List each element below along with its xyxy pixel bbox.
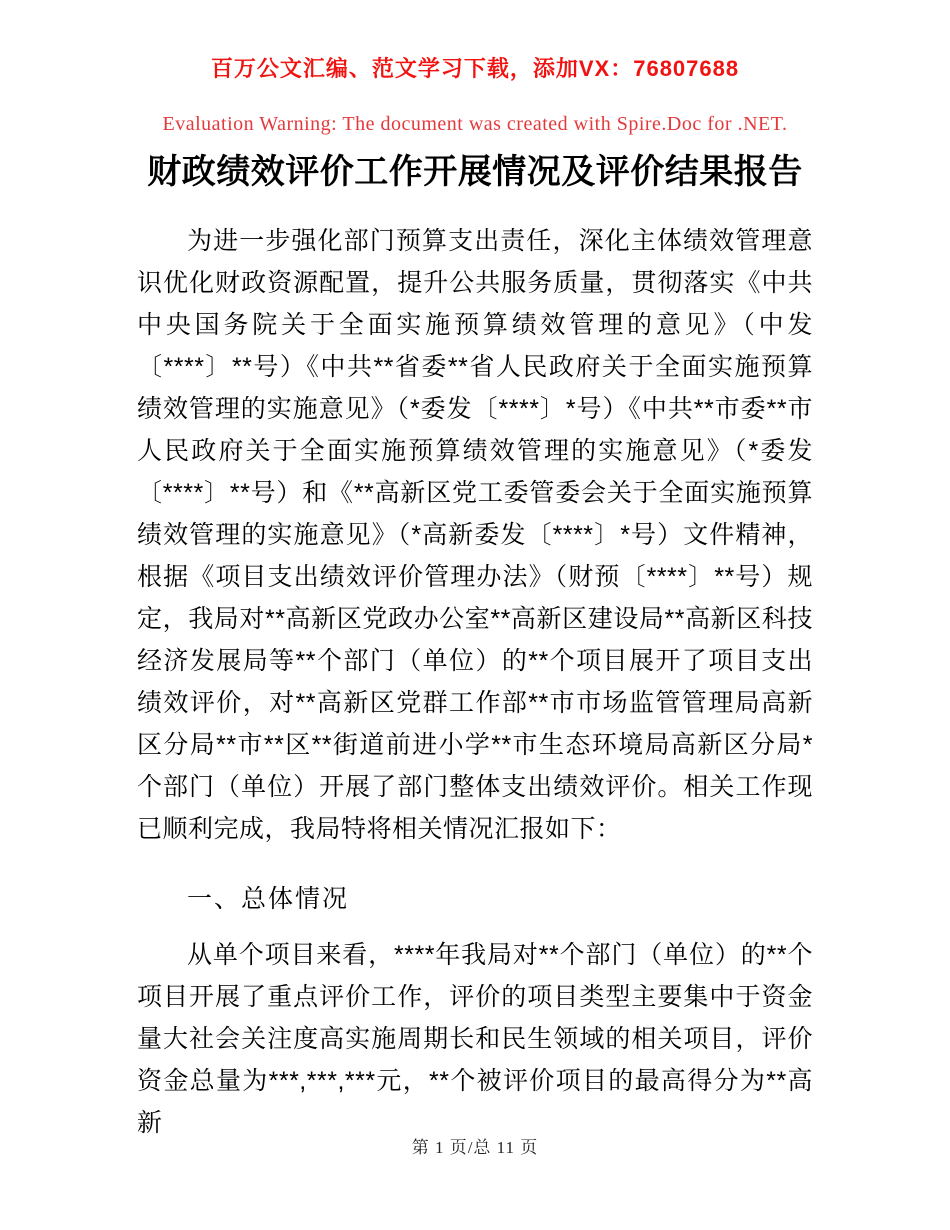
paragraph-overall-situation: 从单个项目来看，****年我局对**个部门（单位）的**个项目开展了重点评价工作，评价的项目类型主要集中于资金量大社会关注度高实施周期长和民生领域的相关项目，评价资金总量为***,***,***元，**个被评价项目的最高得分为**高新 xyxy=(137,941,813,1137)
evaluation-warning-text: Evaluation Warning: The document was created with Spire.Doc for .NET. xyxy=(162,113,788,135)
page-footer xyxy=(0,1133,950,1158)
section-heading-overall-situation: 一、总体情况 xyxy=(187,885,350,913)
document-title: 财政绩效评价工作开展情况及评价结果报告 xyxy=(147,153,803,191)
page-number-indicator: 第 1 页/总 11 页 xyxy=(411,1138,539,1157)
promo-header-text: 百万公文汇编、范文学习下载，添加VX：76807688 xyxy=(210,56,740,81)
paragraph-intro: 为进一步强化部门预算支出责任，深化主体绩效管理意识优化财政资源配置，提升公共服务质量，贯彻落实《中共中央国务院关于全面实施预算绩效管理的意见》（中发〔****〕**号）《中共**省委**省人民政府关于全面实施预算绩效管理的实施意见》（*委发〔****〕*号）《中共**市委**市人民政府关于全面实施预算绩效管理的实施意见》（*委发〔****〕**号）和《**高新区党工委管委会关于全面实施预算绩效管理的实施意见》（*高新委发〔****〕*号）文件精神，根据《项目支出绩效评价管理办法》（财预〔****〕**号）规定，我局对**高新区党政办公室**高新区建设局**高新区科技经济发展局等**个部门（单位）的**个项目展开了项目支出绩效评价，对**高新区党群工作部**市市场监管管理局高新区分局**市**区**街道前进小学**市生态环境局高新区分局*个部门（单位）开展了部门整体支出绩效评价。相关工作现已顺利完成，我局特将相关情况汇报如下： xyxy=(137,227,813,843)
